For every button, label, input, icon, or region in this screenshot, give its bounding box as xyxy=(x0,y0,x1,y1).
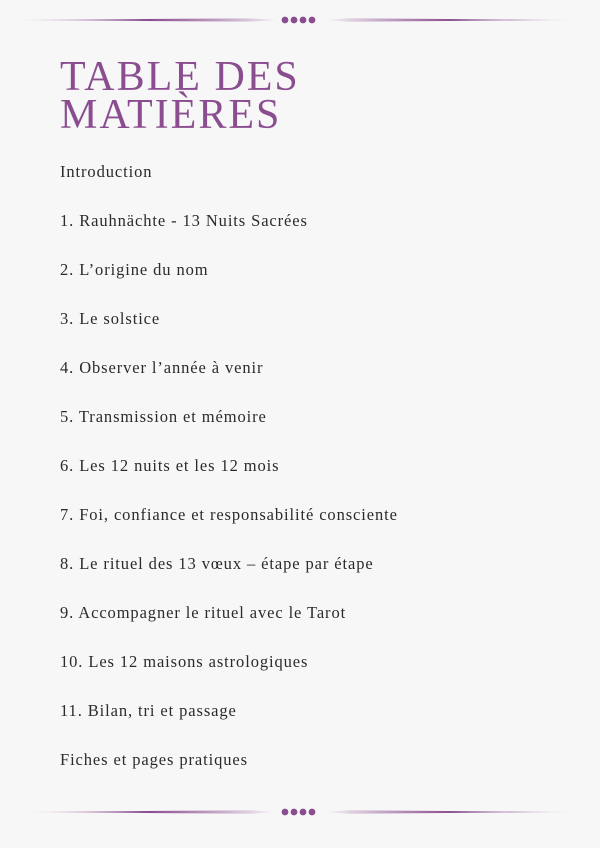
toc-item-11[interactable]: 11. Bilan, tri et passage xyxy=(60,701,237,720)
toc-item-2[interactable]: 2. L’origine du nom xyxy=(60,260,209,279)
toc-item-6[interactable]: 6. Les 12 nuits et les 12 mois xyxy=(60,456,280,475)
toc-item-7[interactable]: 7. Foi, confiance et responsabilité consciente xyxy=(60,505,398,524)
toc-item-4[interactable]: 4. Observer l’année à venir xyxy=(60,358,264,377)
top-ornament-divider-icon xyxy=(20,14,580,26)
toc-item-8[interactable]: 8. Le rituel des 13 vœux – étape par étape xyxy=(60,554,374,573)
toc-item-fiches[interactable]: Fiches et pages pratiques xyxy=(60,750,248,769)
toc-item-1[interactable]: 1. Rauhnächte - 13 Nuits Sacrées xyxy=(60,211,308,230)
page-title-line-2: MATIÈRES xyxy=(60,92,282,138)
toc-item-3[interactable]: 3. Le solstice xyxy=(60,309,161,328)
toc-item-10[interactable]: 10. Les 12 maisons astrologiques xyxy=(60,652,309,671)
toc-item-5[interactable]: 5. Transmission et mémoire xyxy=(60,407,267,426)
bottom-ornament-divider-icon xyxy=(20,806,580,818)
table-of-contents xyxy=(60,160,398,797)
toc-item-introduction[interactable]: Introduction xyxy=(60,162,153,181)
page-title-line-1: TABLE DES xyxy=(60,54,300,100)
toc-item-9[interactable]: 9. Accompagner le rituel avec le Tarot xyxy=(60,603,347,622)
page-title xyxy=(60,54,300,138)
